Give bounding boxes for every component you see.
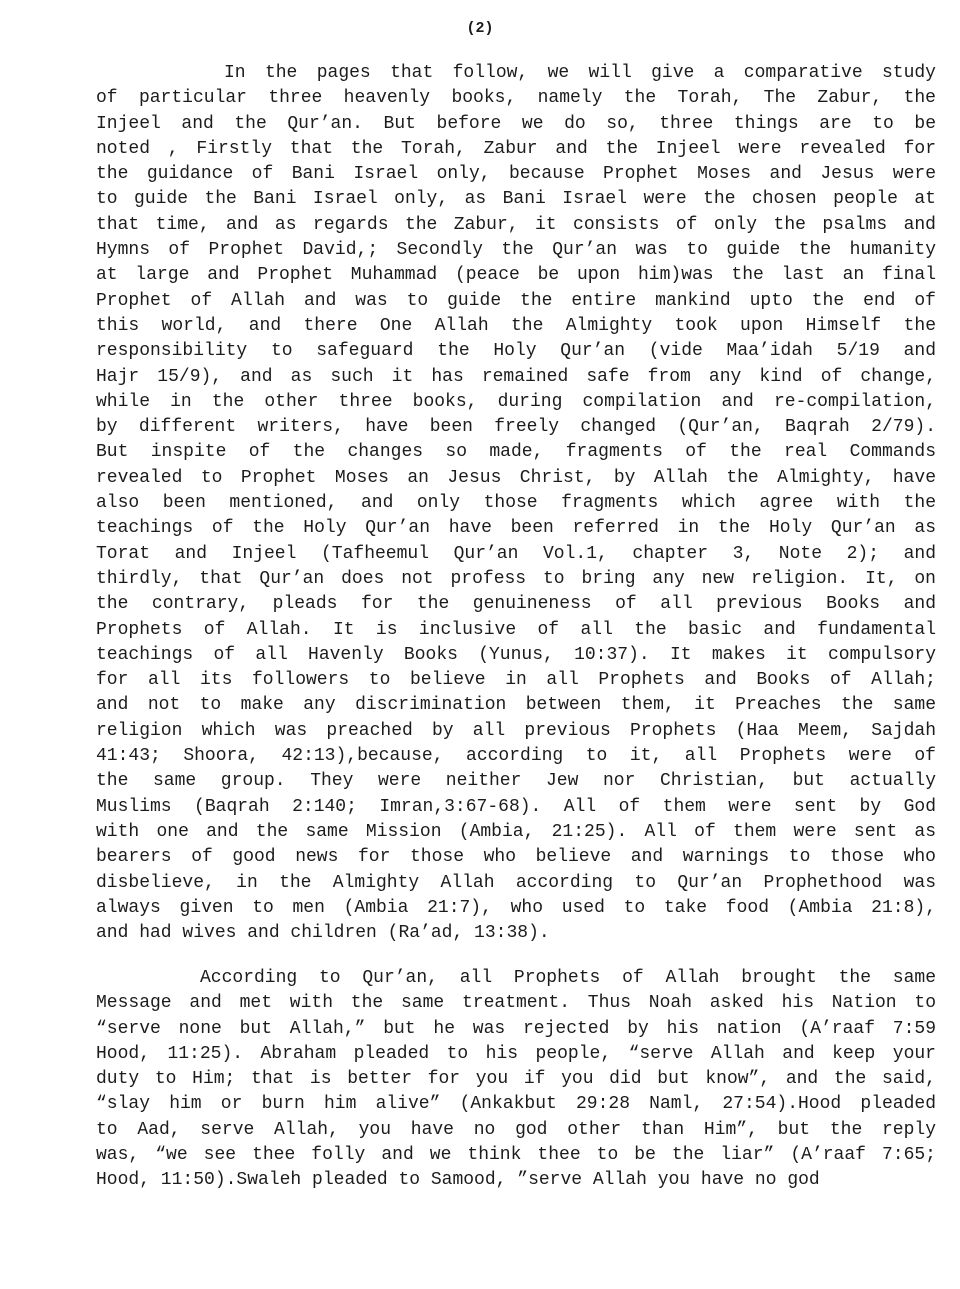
text-line: to Aad, serve Allah, you have no god other than Him”, but the reply [96, 1119, 936, 1140]
text-line: noted , Firstly that the Torah, Zabur and the Injeel were revealed for [96, 138, 936, 159]
text-line: Hymns of Prophet David,; Secondly the Qur’an was to guide the humanity [96, 240, 936, 261]
text-line: disbelieve, in the Almighty Allah according to Qur’an Prophethood was [96, 872, 936, 893]
text-line: by different writers, have been freely changed (Qur’an, Baqrah 2/79). [96, 417, 936, 438]
text-line: Muslims (Baqrah 2:140; Imran,3:67-68). All of them were sent by God [96, 796, 936, 817]
text-line: According to Qur’an, all Prophets of Allah brought the same [200, 968, 936, 988]
text-line: teachings of all Havenly Books (Yunus, 10:37). It makes it compulsory [96, 644, 936, 665]
text-line: Prophet of Allah and was to guide the entire mankind upto the end of [96, 290, 936, 311]
text-line: Torat and Injeel (Tafheemul Qur’an Vol.1, chapter 3, Note 2); and [96, 543, 936, 564]
text-line: while in the other three books, during compilation and re-compilation, [96, 391, 936, 412]
text-line: at large and Prophet Muhammad (peace be upon him)was the last an final [96, 265, 936, 286]
page-number: (2) [466, 20, 494, 37]
text-line: Hood, 11:25). Abraham pleaded to his people, “serve Allah and keep your [96, 1043, 936, 1064]
text-line: “serve none but Allah,” but he was rejected by his nation (A’raaf 7:59 [96, 1018, 936, 1039]
paragraph-1 [96, 61, 936, 946]
text-line: “slay him or burn him alive” (Ankakbut 29:28 Naml, 27:54).Hood pleaded [96, 1094, 936, 1115]
text-line: that time, and as regards the Zabur, it consists of only the psalms and [96, 214, 936, 235]
text-line: revealed to Prophet Moses an Jesus Christ, by Allah the Almighty, have [96, 467, 936, 488]
text-line: the guidance of Bani Israel only, because Prophet Moses and Jesus were [96, 164, 936, 185]
text-line: was, “we see thee folly and we think thee to be the liar” (A’raaf 7:65; [96, 1145, 936, 1166]
text-line: religion which was preached by all previous Prophets (Haa Meem, Sajdah [96, 720, 936, 741]
text-line: always given to men (Ambia 21:7), who used to take food (Ambia 21:8), [96, 897, 936, 918]
text-line: to guide the Bani Israel only, as Bani Israel were the chosen people at [96, 189, 936, 210]
text-line: also been mentioned, and only those fragments which agree with the [96, 493, 936, 514]
paragraph-2 [96, 966, 936, 1194]
text-line: teachings of the Holy Qur’an have been referred in the Holy Qur’an as [96, 518, 936, 539]
text-line: Prophets of Allah. It is inclusive of all the basic and fundamental [96, 619, 936, 640]
text-line: of particular three heavenly books, namely the Torah, The Zabur, the [96, 88, 936, 109]
text-line: this world, and there One Allah the Almighty took upon Himself the [96, 315, 936, 336]
text-line: thirdly, that Qur’an does not profess to bring any new religion. It, on [96, 568, 936, 589]
text-line: the contrary, pleads for the genuineness of all previous Books and [96, 594, 936, 615]
text-line: the same group. They were neither Jew nor Christian, but actually [96, 771, 936, 792]
text-line: for all its followers to believe in all Prophets and Books of Allah; [96, 670, 936, 691]
text-line: Hood, 11:50).Swaleh pleaded to Samood, ”serve Allah you have no god [96, 1170, 820, 1191]
text-line: Injeel and the Qur’an. But before we do so, three things are to be [96, 113, 936, 134]
text-line: and not to make any discrimination between them, it Preaches the same [96, 695, 936, 716]
text-line: 41:43; Shoora, 42:13),because, according to it, all Prophets were of [96, 746, 936, 767]
text-line: with one and the same Mission (Ambia, 21:25). All of them were sent as [96, 821, 936, 842]
text-line: In the pages that follow, we will give a comparative study [224, 63, 936, 83]
text-line: duty to Him; that is better for you if you did but know”, and the said, [96, 1069, 936, 1090]
text-line: Message and met with the same treatment. Thus Noah asked his Nation to [96, 993, 936, 1014]
text-line: Hajr 15/9), and as such it has remained safe from any kind of change, [96, 366, 936, 387]
text-line: and had wives and children (Ra’ad, 13:38). [96, 923, 550, 944]
text-line: responsibility to safeguard the Holy Qur’an (vide Maa’idah 5/19 and [96, 341, 936, 362]
text-line: bearers of good news for those who believe and warnings to those who [96, 847, 936, 868]
text-line: But inspite of the changes so made, fragments of the real Commands [96, 442, 936, 463]
